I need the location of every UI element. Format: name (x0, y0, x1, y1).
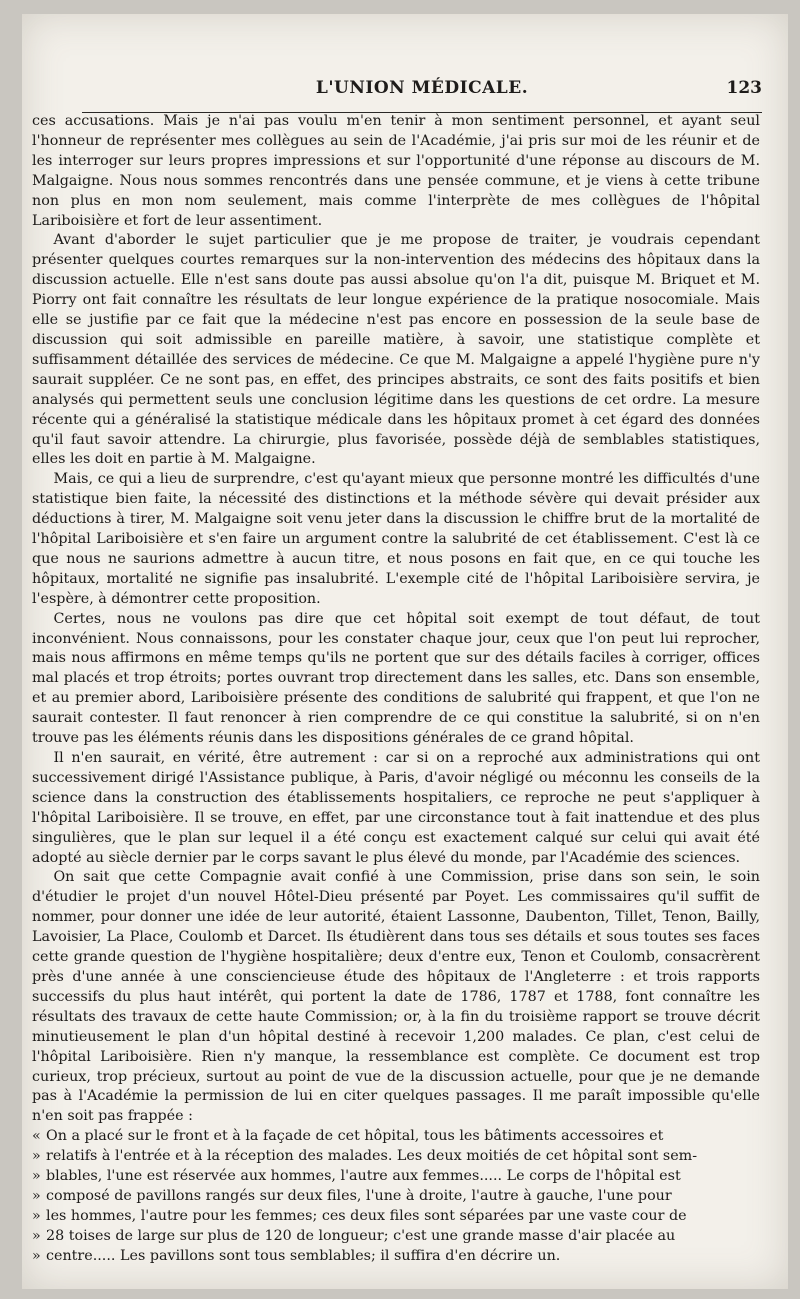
paragraph: Mais, ce qui a lieu de surprendre, c'est qu'ayant mieux que personne montré les difficultés d'une statistique bien faite, la nécessité des distinctions et la méthode sévère qui devait présider aux déductions à tirer, M. Malgaigne soit venu jeter dans la discussion le chiffre brut de la mortalité de l'hôpital Lariboisière et s'en faire un argument contre la salubrité de cet établissement. C'est là ce que nous ne saurions admettre à aucun titre, et nous posons en fait que, en ce qui touche les hôpitaux, mortalité ne signifie pas insalubrité. L'exemple cité de l'hôpital Lariboisière servira, je l'espère, à démontrer cette proposition. (32, 471, 760, 607)
paragraph: Il n'en saurait, en vérité, être autrement : car si on a reproché aux administrations qui ont successivement dirigé l'Assistance publique, à Paris, d'avoir négligé ou méconnu les conseils de la science dans la construction des établissements hospitaliers, ce reproche ne peut s'appliquer à l'hôpital Lariboisière. Il se trouve, en effet, par une circonstance tout à fait inattendue et des plus singulières, que le plan sur lequel il a été conçu est exactement calqué sur celui qui avait été adopté au siècle dernier par le corps savant le plus élevé du monde, par l'Académie des sciences. (32, 750, 760, 866)
quote-line: » composé de pavillons rangés sur deux files, l'une à droite, l'autre à gauche, l'une pour (32, 1187, 672, 1204)
quote-line: » relatifs à l'entrée et à la réception des malades. Les deux moitiés de cet hôpital sont sem- (32, 1148, 698, 1165)
quote-line: » 28 toises de large sur plus de 120 de longueur; c'est une grande masse d'air placée au (32, 1227, 676, 1244)
quote-line: » les hommes, l'autre pour les femmes; ces deux files sont séparées par une vaste cour de (32, 1207, 687, 1224)
quote-line: » blables, l'une est réservée aux hommes, l'autre aux femmes..... Le corps de l'hôpital est (32, 1168, 681, 1185)
paragraph: Certes, nous ne voulons pas dire que cet hôpital soit exempt de tout défaut, de tout inconvénient. Nous connaissons, pour les constater chaque jour, ceux que l'on peut lui reprocher, mais nous affirmons en même temps qu'ils ne portent que sur des détails faciles à corriger, offices mal placés et trop étroits; portes ouvrant trop directement dans les salles, etc. Dans son ensemble, et au premier abord, Lariboisière présente des conditions de salubrité qui frappent, et que l'on ne saurait contester. Il faut renoncer à rien comprendre de ce qui constitue la salubrité, si on n'en trouve pas les éléments réunis dans les dispositions générales de ce grand hôpital. (32, 610, 760, 747)
running-title: L'UNION MÉDICALE. (315, 78, 529, 98)
block-quote (32, 1127, 760, 1266)
page-number: 123 (726, 78, 762, 98)
page-header (82, 78, 762, 108)
paragraph: ces accusations. Mais je n'ai pas voulu m'en tenir à mon sentiment personnel, et ayant seul l'honneur de représenter mes collègues au sein de l'Académie, j'ai pris sur moi de les réunir et de les interroger sur leurs propres impressions et sur l'opportunité d'une réponse au discours de M. Malgaigne. Nous nous sommes rencontrés dans une pensée commune, et je viens à cette tribune non plus en mon nom seulement, mais comme l'interprète de mes collègues de l'hôpital Lariboisière et fort de leur assentiment. (32, 113, 760, 229)
paragraph: On sait que cette Compagnie avait confié à une Commission, prise dans son sein, le soin d'étudier le projet d'un nouvel Hôtel-Dieu présenté par Poyet. Les commissaires qu'il suffit de nommer, pour donner une idée de leur autorité, étaient Lassonne, Daubenton, Tillet, Tenon, Bailly, Lavoisier, La Place, Coulomb et Darcet. Ils étudièrent dans tous ses détails et sous toutes ses faces cette grande question de l'hygiène hospitalière; deux d'entre eux, Tenon et Coulomb, consacrèrent près d'une année à une consciencieuse étude des hôpitaux de l'Angleterre : et trois rapports successifs du plus haut intérêt, qui portent la date de 1786, 1787 et 1788, font connaître les résultats des travaux de cette haute Commission; or, à la fin du troisième rapport se trouve décrit minutieusement le plan d'un hôpital destiné à recevoir 1,200 malades. Ce plan, c'est celui de l'hôpital Lariboisière. Rien n'y manque, la ressemblance est complète. Ce document est trop curieux, trop précieux, surtout au point de vue de la discussion actuelle, pour que je ne demande pas à l'Académie la permission de lui en citer quelques passages. Il me paraît impossible qu'elle n'en soit pas frappée : (32, 869, 760, 1125)
quote-line: « On a placé sur le front et à la façade de cet hôpital, tous les bâtiments accessoires et (32, 1128, 664, 1145)
paragraph: Avant d'aborder le sujet particulier que je me propose de traiter, je voudrais cependant présenter quelques courtes remarques sur la non-intervention des médecins des hôpitaux dans la discussion actuelle. Elle n'est sans doute pas aussi absolue qu'on l'a dit, puisque M. Briquet et M. Piorry ont fait connaître les résultats de leur longue expérience de la pratique nosocomiale. Mais elle se justifie par ce fait que la médecine n'est pas encore en possession de la seule base de discussion qui soit admissible en pareille matière, à savoir, une statistique complète et suffisamment détaillée des services de médecine. Ce que M. Malgaigne a appelé l'hygiène pure n'y saurait suppléer. Ce ne sont pas, en effet, des principes abstraits, ce sont des faits positifs et bien analysés qui permettent seuls une conclusion légitime dans les questions de cet ordre. La mesure récente qui a généralisé la statistique médicale dans les hôpitaux promet à cet égard des données qu'il faut savoir attendre. La chirurgie, plus favorisée, possède déjà de semblables statistiques, elles les doit en partie à M. Malgaigne. (32, 232, 760, 468)
quote-line: » centre..... Les pavillons sont tous semblables; il suffira d'en décrire un. (32, 1247, 561, 1264)
body-text (32, 112, 760, 1267)
